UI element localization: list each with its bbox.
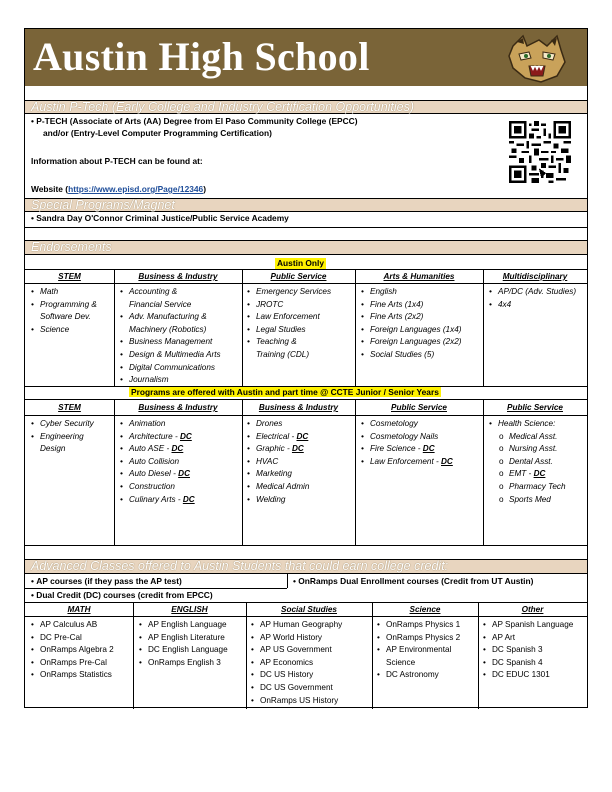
adv-math-list <box>31 619 114 682</box>
page-title: Austin High School <box>33 34 370 79</box>
website-close: ) <box>203 184 206 194</box>
divider <box>25 602 587 603</box>
list-item: • DC US Government <box>251 682 342 695</box>
list-item: • OnRamps Physics 2 <box>377 632 460 645</box>
adv-english-list <box>139 619 228 669</box>
divider <box>25 399 587 400</box>
list-item: • OnRamps Physics 1 <box>377 619 460 632</box>
list-item: • HVAC <box>247 456 309 469</box>
cte-business-2-list <box>247 418 309 506</box>
ptech-website <box>31 184 206 195</box>
list-item: Machinery (Robotics) <box>129 324 207 334</box>
list-item: • Social Studies (5) <box>361 349 462 362</box>
website-label: Website ( <box>31 184 69 194</box>
list-item: • Health Science: <box>489 418 566 431</box>
divider <box>25 415 587 416</box>
divider <box>25 545 587 546</box>
list-item <box>489 468 566 481</box>
divider <box>483 399 484 545</box>
ptech-heading-band <box>25 100 587 114</box>
special-heading: Special Programs/Magnet <box>31 198 175 212</box>
divider <box>25 283 587 284</box>
divider <box>372 602 373 709</box>
austin-only-label: Austin Only <box>277 258 324 268</box>
list-item <box>120 494 195 507</box>
dc-badge: DC <box>441 456 453 466</box>
advanced-heading-band <box>25 559 587 574</box>
list-item <box>120 468 195 481</box>
arts-list <box>361 286 462 362</box>
list-item: • DC Astronomy <box>377 669 460 682</box>
divider <box>25 588 287 589</box>
list-item: • OnRamps Pre-Cal <box>31 657 114 670</box>
divider <box>25 269 587 270</box>
item-label: Culinary Arts - <box>129 494 183 504</box>
dc-badge: DC <box>422 444 435 454</box>
onramps-note-text: OnRamps Dual Enrollment courses (Credit from UT Austin) <box>298 576 534 586</box>
cte-head-business-1: Business & Industry <box>138 403 218 412</box>
adv-head-science: Science <box>409 605 441 614</box>
list-item: • AP Art <box>483 632 573 645</box>
ptech-degree-text: P-TECH (Associate of Arts (AA) Degree from El Paso Community College (EPCC) <box>36 116 358 126</box>
cte-business-1-list <box>120 418 195 506</box>
dc-badge: DC <box>296 431 309 441</box>
wildcat-mascot-icon <box>505 32 569 84</box>
item-label: Electrical - <box>256 431 297 441</box>
adv-other-list <box>483 619 573 682</box>
list-item <box>361 456 453 469</box>
list-item: • Medical Admin <box>247 481 309 494</box>
list-item: • Cosmetology Nails <box>361 431 453 444</box>
magnet-academy-text: Sandra Day O'Connor Criminal Justice/Public Service Academy <box>36 213 289 223</box>
list-item: • OnRamps Statistics <box>31 669 114 682</box>
list-item <box>361 443 453 456</box>
header-banner <box>25 29 587 86</box>
list-item: • DC Pre-Cal <box>31 632 114 645</box>
list-item: • DC Spanish 4 <box>483 657 573 670</box>
divider <box>246 602 247 709</box>
list-item: • AP Spanish Language <box>483 619 573 632</box>
divider <box>287 574 288 588</box>
adv-head-social: Social Studies <box>281 605 337 614</box>
business-list <box>120 286 221 387</box>
dc-badge: DC <box>171 444 184 454</box>
list-item <box>247 443 309 456</box>
list-item: • Law Enforcement <box>247 311 331 324</box>
divider <box>355 399 356 545</box>
divider <box>25 616 587 617</box>
list-item: • AP US Government <box>251 644 342 657</box>
divider <box>242 399 243 545</box>
list-item: • Science <box>31 324 97 337</box>
item-label: EMT - <box>509 469 534 479</box>
list-item: • Cyber Security <box>31 418 94 431</box>
dc-badge: DC <box>533 469 546 479</box>
list-item: o Dental Asst. <box>489 456 566 469</box>
adv-head-math: MATH <box>67 605 91 614</box>
cte-banner-text: Programs are offered with Austin and part time @ CCTE Junior / Senior Years <box>131 387 439 397</box>
cte-head-public-1: Public Service <box>391 403 447 412</box>
list-item: • English <box>361 286 462 299</box>
col-head-business: Business & Industry <box>138 272 218 281</box>
cte-banner <box>129 387 441 398</box>
adv-social-list <box>251 619 342 707</box>
list-item: • Foreign Languages (2x2) <box>361 336 462 349</box>
special-item: • Sandra Day O'Connor Criminal Justice/Public Service Academy <box>31 213 289 223</box>
list-item: • DC English Language <box>139 644 228 657</box>
list-item: • Legal Studies <box>247 324 331 337</box>
col-head-arts: Arts & Humanities <box>383 272 455 281</box>
special-heading-band <box>25 198 587 212</box>
dual-credit-note: • Dual Credit (DC) courses (credit from EPCC) <box>31 590 213 600</box>
advanced-heading: Advanced Classes offered to Austin Students that could earn college credit: <box>31 559 449 573</box>
list-item: • Accounting & <box>120 286 221 299</box>
list-item: Training (CDL) <box>256 349 310 359</box>
dc-badge: DC <box>182 494 195 504</box>
list-item: Financial Service <box>129 299 192 309</box>
cte-head-public-2: Public Service <box>507 403 563 412</box>
endorsements-heading-band <box>25 240 587 255</box>
dc-badge: DC <box>178 469 190 479</box>
col-head-multi: Multidisciplinary <box>502 272 568 281</box>
list-item: • Fine Arts (2x2) <box>361 311 462 324</box>
list-item: • JROTC <box>247 299 331 312</box>
list-item: • AP Human Geography <box>251 619 342 632</box>
item-label: Law Enforcement - <box>370 456 441 466</box>
list-item: • DC US History <box>251 669 342 682</box>
list-item: • Journalism <box>120 374 221 387</box>
qr-code-icon <box>509 121 571 183</box>
list-item: • Business Management <box>120 336 221 349</box>
list-item: • AP Economics <box>251 657 342 670</box>
adv-head-other: Other <box>521 605 544 614</box>
list-item: o Pharmacy Tech <box>489 481 566 494</box>
list-item: • Marketing <box>247 468 309 481</box>
list-item: • Welding <box>247 494 309 507</box>
multi-list <box>489 286 576 311</box>
ptech-heading: Austin P-Tech (Early College and Industry Certification Opportunities) <box>31 100 415 114</box>
list-item: • AP World History <box>251 632 342 645</box>
col-head-stem: STEM <box>58 272 81 281</box>
divider <box>478 602 479 709</box>
cte-head-stem: STEM <box>58 403 81 412</box>
list-item: • DC EDUC 1301 <box>483 669 573 682</box>
divider <box>483 269 484 386</box>
item-label: Auto Diesel - <box>129 469 179 479</box>
divider <box>25 227 587 228</box>
list-item: • Math <box>31 286 97 299</box>
list-item: • Animation <box>120 418 195 431</box>
ptech-website-link[interactable]: https://www.episd.org/Page/12346 <box>68 184 204 194</box>
list-item <box>247 431 309 444</box>
divider <box>114 269 115 386</box>
endorsements-heading: Endorsements <box>31 240 112 254</box>
list-item: • Adv. Manufacturing & <box>120 311 221 324</box>
list-item: • OnRamps US History <box>251 695 342 708</box>
divider <box>114 399 115 545</box>
list-item <box>120 443 195 456</box>
ptech-info: Information about P-TECH can be found at: <box>31 156 203 166</box>
divider <box>242 269 243 386</box>
adv-head-english: ENGLISH <box>171 605 208 614</box>
ap-note: • AP courses (if they pass the AP test) <box>31 576 182 586</box>
public-list <box>247 286 331 362</box>
item-label: Fire Science - <box>370 444 423 454</box>
item-label: Graphic - <box>256 444 292 454</box>
list-item <box>120 431 195 444</box>
cte-stem-list <box>31 418 94 456</box>
list-item: • Digital Communications <box>120 362 221 375</box>
list-item: • 4x4 <box>489 299 576 312</box>
list-item: • Design & Multimedia Arts <box>120 349 221 362</box>
list-item: • Auto Collision <box>120 456 195 469</box>
list-item: • Engineering <box>31 431 94 444</box>
cte-public-1-list <box>361 418 453 468</box>
list-item: Science <box>386 657 416 667</box>
ptech-line-1: • P-TECH (Associate of Arts (AA) Degree from El Paso Community College (EPCC) <box>31 116 358 126</box>
list-item: • Construction <box>120 481 195 494</box>
ap-note-text: AP courses (if they pass the AP test) <box>36 576 182 586</box>
list-item: Design <box>40 444 66 454</box>
dc-badge: DC <box>179 431 192 441</box>
col-head-public: Public Service <box>270 272 327 281</box>
list-item: • OnRamps Algebra 2 <box>31 644 114 657</box>
list-item: o Sports Med <box>489 494 566 507</box>
list-item: o Medical Asst. <box>489 431 566 444</box>
list-item: • Programming & <box>31 299 97 312</box>
list-item: • AP Environmental <box>377 644 460 657</box>
list-item: Software Dev. <box>40 312 91 322</box>
list-item: • Drones <box>247 418 309 431</box>
stem-list <box>31 286 97 336</box>
list-item: • DC Spanish 3 <box>483 644 573 657</box>
cte-head-business-2: Business & Industry <box>258 403 339 412</box>
list-item: • Teaching & <box>247 336 331 349</box>
ptech-line-2: and/or (Entry-Level Computer Programming Certification) <box>43 128 272 138</box>
list-item: • AP Calculus AB <box>31 619 114 632</box>
list-item: • AP English Literature <box>139 632 228 645</box>
dual-credit-text: Dual Credit (DC) courses (credit from EPCC) <box>36 590 213 600</box>
divider <box>133 602 134 709</box>
item-label: Auto ASE - <box>129 444 172 454</box>
cte-public-2-list <box>489 418 566 506</box>
page-frame <box>24 28 588 708</box>
list-item: • Emergency Services <box>247 286 331 299</box>
list-item: • Foreign Languages (1x4) <box>361 324 462 337</box>
list-item: • Fine Arts (1x4) <box>361 299 462 312</box>
divider <box>355 269 356 386</box>
list-item: • Cosmetology <box>361 418 453 431</box>
list-item: o Nursing Asst. <box>489 443 566 456</box>
item-label: Architecture - <box>129 431 180 441</box>
list-item: • OnRamps English 3 <box>139 657 228 670</box>
dc-badge: DC <box>291 444 304 454</box>
list-item: • AP English Language <box>139 619 228 632</box>
onramps-note: • OnRamps Dual Enrollment courses (Credit from UT Austin) <box>293 576 534 586</box>
adv-science-list <box>377 619 460 682</box>
list-item: • AP/DC (Adv. Studies) <box>489 286 576 299</box>
